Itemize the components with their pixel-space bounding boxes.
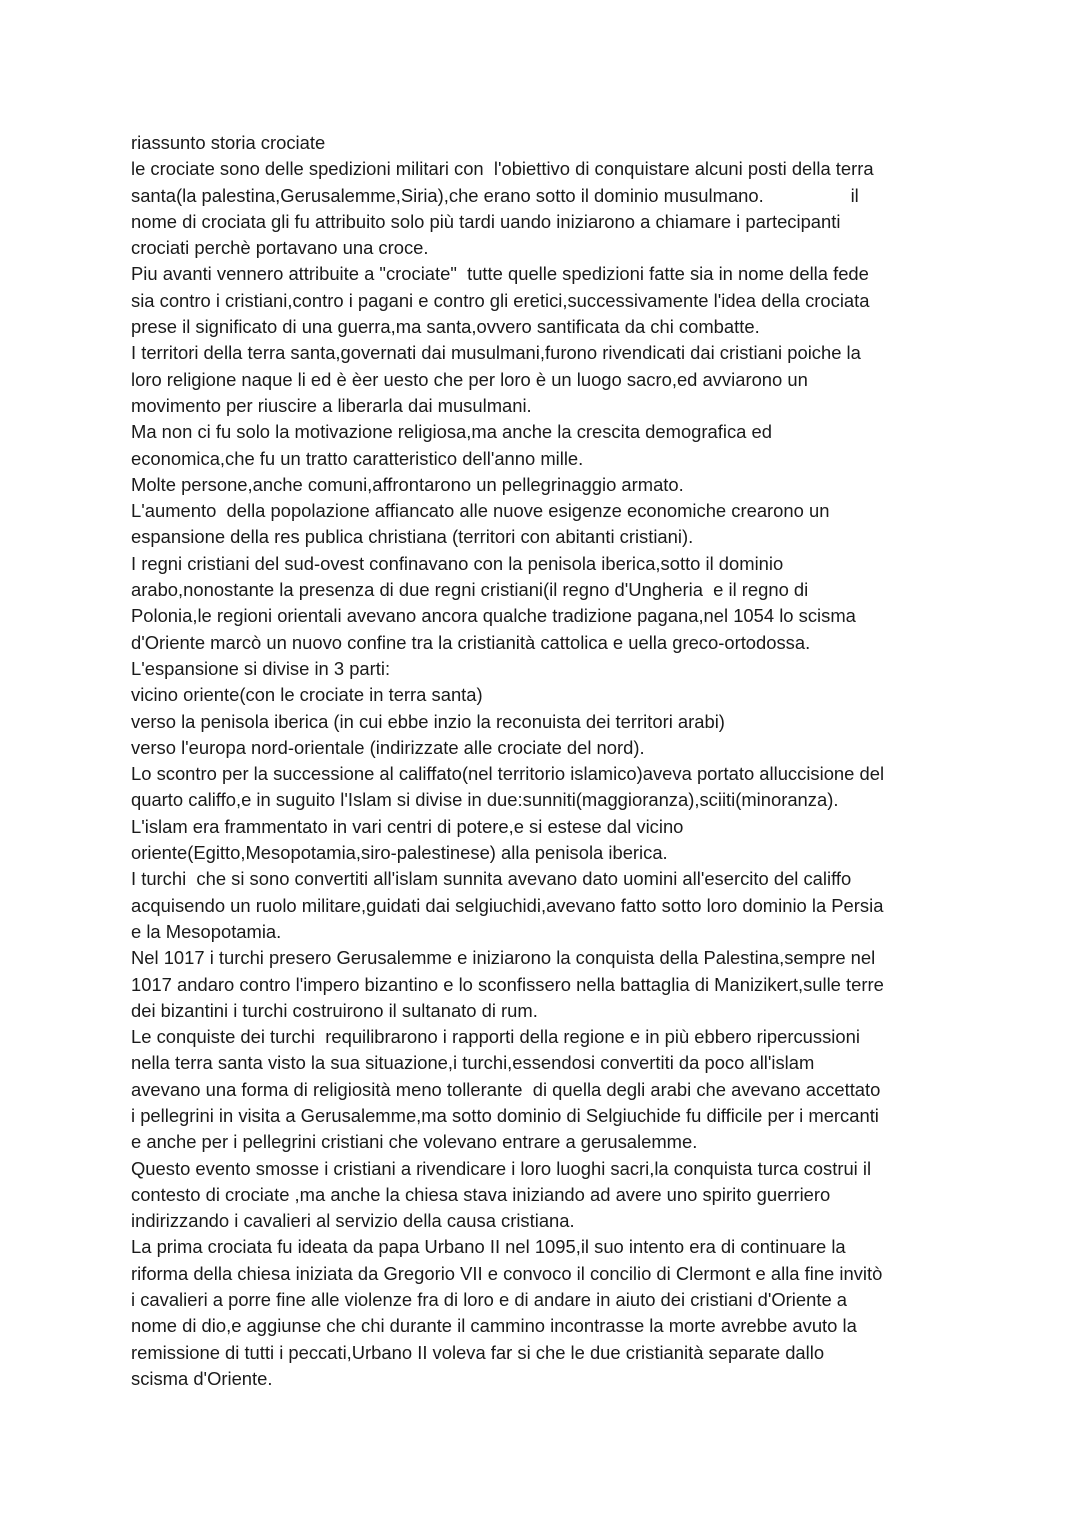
text-line: verso l'europa nord-orientale (indirizzate alle crociate del nord). [131, 736, 645, 758]
text-line: economica,che fu un tratto caratteristico dell'anno mille. [131, 447, 584, 469]
document-body [131, 130, 961, 1392]
text-line: crociati perchè portavano una croce. [131, 237, 429, 259]
text-line: arabo,nonostante la presenza di due regni cristiani(il regno d'Ungheria e il regno di [131, 579, 809, 601]
text-line: riforma della chiesa iniziata da Gregorio VII e convoco il concilio di Clermont e alla fine invitò [131, 1262, 883, 1284]
text-line: Nel 1017 i turchi presero Gerusalemme e iniziarono la conquista della Palestina,sempre nel [131, 947, 876, 969]
text-line: santa(la palestina,Gerusalemme,Siria),che erano sotto il dominio musulmano. il [131, 184, 859, 206]
text-line: Polonia,le regioni orientali avevano ancora qualche tradizione pagana,nel 1054 lo scisma [131, 605, 856, 627]
text-line: scisma d'Oriente. [131, 1367, 273, 1389]
text-line: I turchi che si sono convertiti all'islam sunnita avevano dato uomini all'esercito del califfo [131, 868, 852, 890]
text-line: avevano una forma di religiosità meno tollerante di quella degli arabi che avevano accettato [131, 1078, 881, 1100]
text-line: Le conquiste dei turchi requilibrarono i rapporti della regione e in più ebbero ripercussioni [131, 1026, 860, 1048]
text-line: indirizzando i cavalieri al servizio della causa cristiana. [131, 1210, 575, 1232]
text-line: Ma non ci fu solo la motivazione religiosa,ma anche la crescita demografica ed [131, 421, 772, 443]
text-line: I territori della terra santa,governati dai musulmani,furono rivendicati dai cristiani poiche la [131, 342, 861, 364]
document-title: riassunto storia crociate [131, 132, 326, 153]
text-line: I regni cristiani del sud-ovest confinavano con la penisola iberica,sotto il dominio [131, 552, 784, 574]
text-line: Piu avanti vennero attribuite a "crociate" tutte quelle spedizioni fatte sia in nome della fede [131, 263, 869, 285]
text-line: espansione della res publica christiana (territori con abitanti cristiani). [131, 526, 694, 548]
text-line: oriente(Egitto,Mesopotamia,siro-palestinese) alla penisola iberica. [131, 842, 668, 864]
text-line: le crociate sono delle spedizioni militari con l'obiettivo di conquistare alcuni posti della terra [131, 158, 874, 180]
text-line: Lo scontro per la successione al califfato(nel territorio islamico)aveva portato alluccisione del [131, 763, 885, 785]
text-line: vicino oriente(con le crociate in terra santa) [131, 684, 483, 706]
text-line: nome di dio,e aggiunse che chi durante il cammino incontrasse la morte avrebbe avuto la [131, 1315, 857, 1337]
text-line: e anche per i pellegrini cristiani che volevano entrare a gerusalemme. [131, 1131, 698, 1153]
text-line: contesto di crociate ,ma anche la chiesa stava iniziando ad avere uno spirito guerriero [131, 1183, 831, 1205]
text-line: sia contro i cristiani,contro i pagani e contro gli eretici,successivamente l'idea della crociata [131, 289, 870, 311]
text-line: L'aumento della popolazione affiancato alle nuove esigenze economiche crearono un [131, 500, 830, 522]
text-line: acquisendo un ruolo militare,guidati dai selgiuchidi,avevano fatto sotto loro dominio la Persia [131, 894, 884, 916]
text-line: quarto califfo,e in suguito l'Islam si divise in due:sunniti(maggioranza),sciiti(minoranza). [131, 789, 839, 811]
text-line: nome di crociata gli fu attribuito solo più tardi uando iniziarono a chiamare i partecipanti [131, 210, 841, 232]
text-line: verso la penisola iberica (in cui ebbe inzio la reconuista dei territori arabi) [131, 710, 725, 732]
text-line: nella terra santa visto la sua situazione,i turchi,essendosi convertiti da poco all'islam [131, 1052, 815, 1074]
text-line: prese il significato di una guerra,ma santa,ovvero santificata da chi combatte. [131, 316, 760, 338]
text-line: Questo evento smosse i cristiani a rivendicare i loro luoghi sacri,la conquista turca costrui il [131, 1157, 872, 1179]
text-line: e la Mesopotamia. [131, 920, 282, 942]
text-line: 1017 andaro contro l'impero bizantino e lo sconfissero nella battaglia di Manizikert,sulle terre [131, 973, 884, 995]
text-line: Molte persone,anche comuni,affrontarono un pellegrinaggio armato. [131, 473, 684, 495]
text-line: La prima crociata fu ideata da papa Urbano II nel 1095,il suo intento era di continuare la [131, 1236, 846, 1258]
text-line: i pellegrini in visita a Gerusalemme,ma sotto dominio di Selgiuchide fu difficile per i mercanti [131, 1104, 879, 1126]
text-line: i cavalieri a porre fine alle violenze fra di loro e di andare in aiuto dei cristiani d'Oriente a [131, 1289, 848, 1311]
text-line: loro religione naque li ed è èer uesto che per loro è un luogo sacro,ed avviarono un [131, 368, 808, 390]
text-line: L'espansione si divise in 3 parti: [131, 657, 391, 679]
text-line: dei bizantini i turchi costruirono il sultanato di rum. [131, 999, 538, 1021]
text-line: movimento per riuscire a liberarla dai musulmani. [131, 394, 532, 416]
text-line: d'Oriente marcò un nuovo confine tra la cristianità cattolica e uella greco-ortodossa. [131, 631, 811, 653]
text-line: remissione di tutti i peccati,Urbano II voleva far si che le due cristianità separate dallo [131, 1341, 825, 1363]
text-line: L'islam era frammentato in vari centri di potere,e si estese dal vicino [131, 815, 684, 837]
